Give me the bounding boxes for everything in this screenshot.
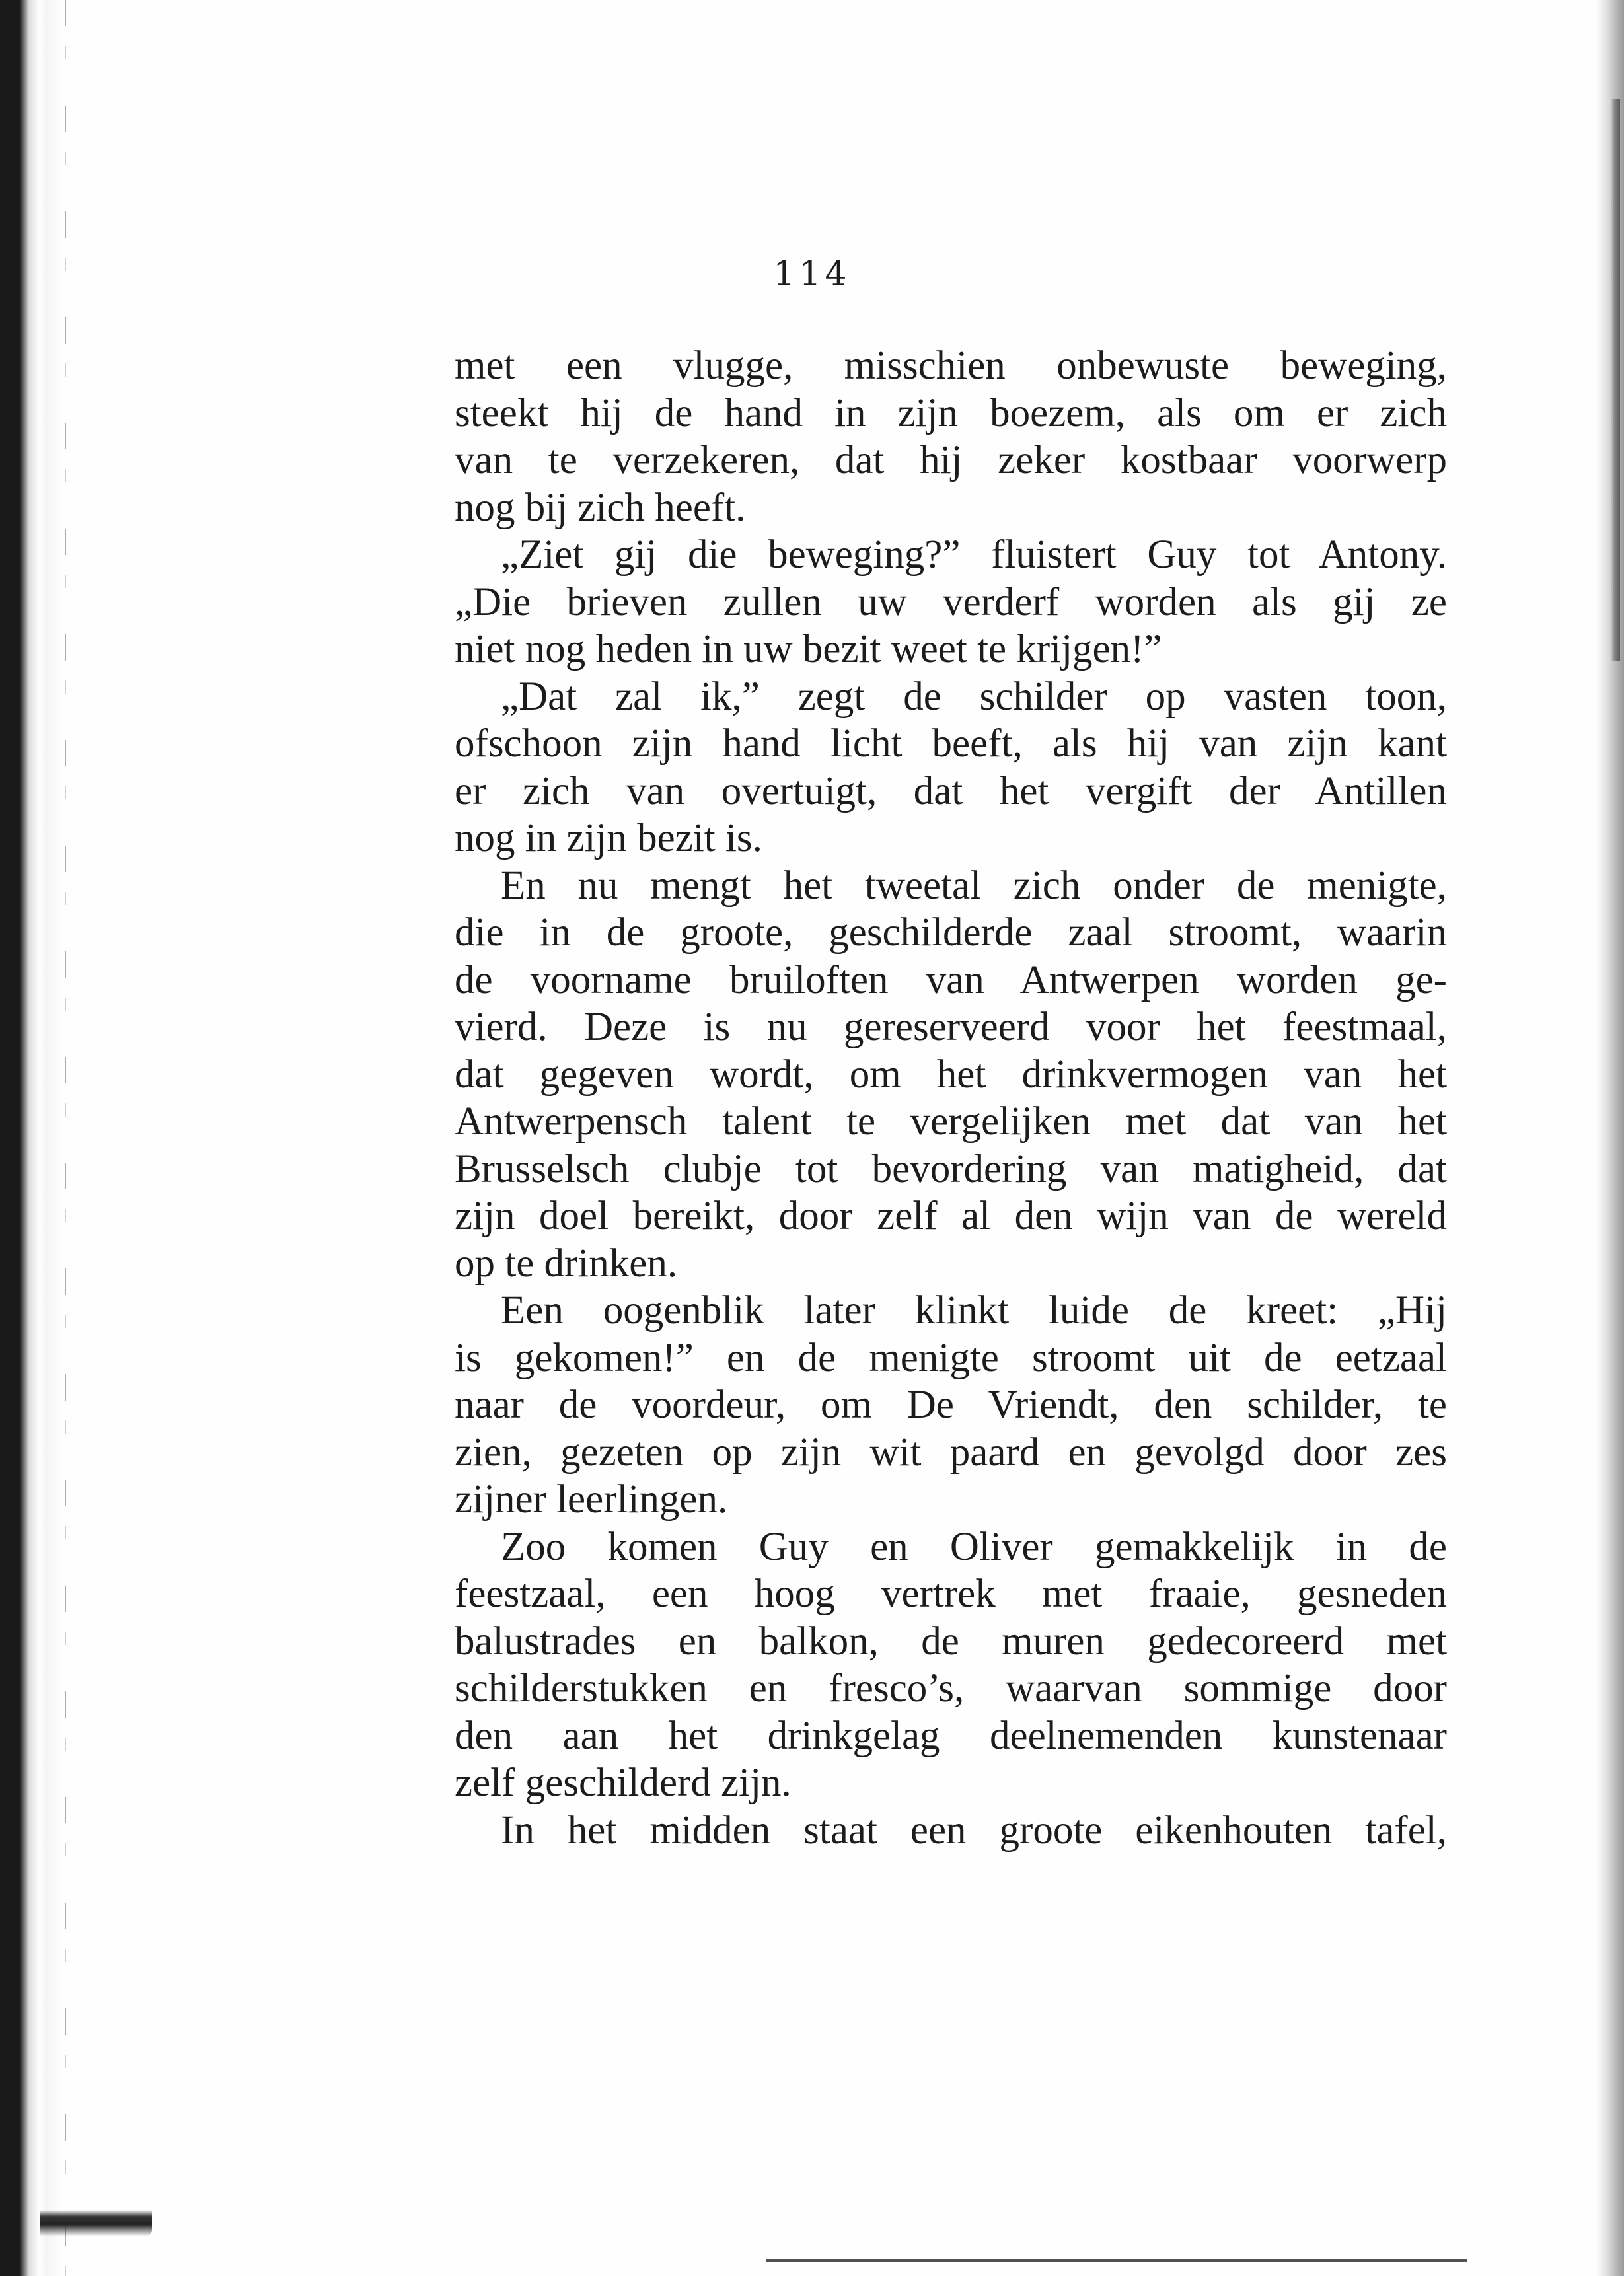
text-line: „Die brieven zullen uw verderf worden als gij ze (455, 579, 1447, 624)
scan-edge-right-shadow (1611, 99, 1620, 661)
scan-edge-left (0, 0, 63, 2276)
text-line: nog bij zich heeft. (455, 485, 746, 530)
text-line: niet nog heden in uw bezit weet te krijgen!” (455, 627, 1162, 671)
scan-edge-left-line (65, 0, 66, 2276)
text-line: die in de groote, geschilderde zaal stroomt, waarin (455, 910, 1447, 955)
text-line: Zoo komen Guy en Oliver gemakkelijk in de (501, 1524, 1447, 1569)
page-number: 114 (773, 254, 851, 294)
text-line: „Ziet gij die beweging?” fluistert Guy tot Antony. (501, 532, 1447, 577)
text-line: „Dat zal ik,” zegt de schilder op vasten toon, (501, 674, 1447, 719)
text-line: op te drinken. (455, 1241, 678, 1286)
text-line: den aan het drinkgelag deelnemenden kunstenaar (455, 1713, 1447, 1758)
text-line: Brusselsch clubje tot bevordering van matigheid, dat (455, 1146, 1447, 1191)
text-line: balustrades en balkon, de muren gedecoreerd met (455, 1619, 1447, 1664)
text-line: steekt hij de hand in zijn boezem, als om er zich (455, 390, 1447, 435)
text-line: naar de voordeur, om De Vriendt, den schilder, te (455, 1383, 1447, 1427)
text-line: vierd. Deze is nu gereserveerd voor het feestmaal, (455, 1005, 1447, 1049)
text-line: nog in zijn bezit is. (455, 816, 762, 860)
text-line: zijn doel bereikt, door zelf al den wijn van de wereld (455, 1194, 1447, 1238)
body-text (455, 342, 1447, 1854)
text-line: zelf geschilderd zijn. (455, 1761, 792, 1805)
text-line: En nu mengt het tweetal zich onder de menigte, (501, 863, 1447, 908)
text-line: zijner leerlingen. (455, 1477, 728, 1522)
text-line: er zich van overtuigt, dat het vergift der Antillen (455, 768, 1447, 813)
text-line: Een oogenblik later klinkt luide de kreet: „Hij (501, 1288, 1447, 1333)
text-line: In het midden staat een groote eikenhouten tafel, (501, 1808, 1447, 1853)
scan-edge-left-bottom (40, 2210, 152, 2236)
text-line: dat gegeven wordt, om het drinkvermogen van het (455, 1052, 1447, 1097)
text-line: de voorname bruiloften van Antwerpen worden ge- (455, 957, 1447, 1002)
text-line: van te verzekeren, dat hij zeker kostbaar voorwerp (455, 438, 1447, 482)
text-line: ofschoon zijn hand licht beeft, als hij van zijn kant (455, 721, 1447, 766)
scan-bottom-line (766, 2259, 1467, 2262)
text-line: Antwerpensch talent te vergelijken met dat van het (455, 1099, 1447, 1144)
text-line: schilderstukken en fresco’s, waarvan sommige door (455, 1666, 1447, 1710)
text-line: zien, gezeten op zijn wit paard en gevolgd door zes (455, 1430, 1447, 1475)
text-line: feestzaal, een hoog vertrek met fraaie, gesneden (455, 1572, 1447, 1616)
text-line: met een vlugge, misschien onbewuste beweging, (455, 344, 1447, 388)
text-line: is gekomen!” en de menigte stroomt uit de eetzaal (455, 1335, 1447, 1380)
